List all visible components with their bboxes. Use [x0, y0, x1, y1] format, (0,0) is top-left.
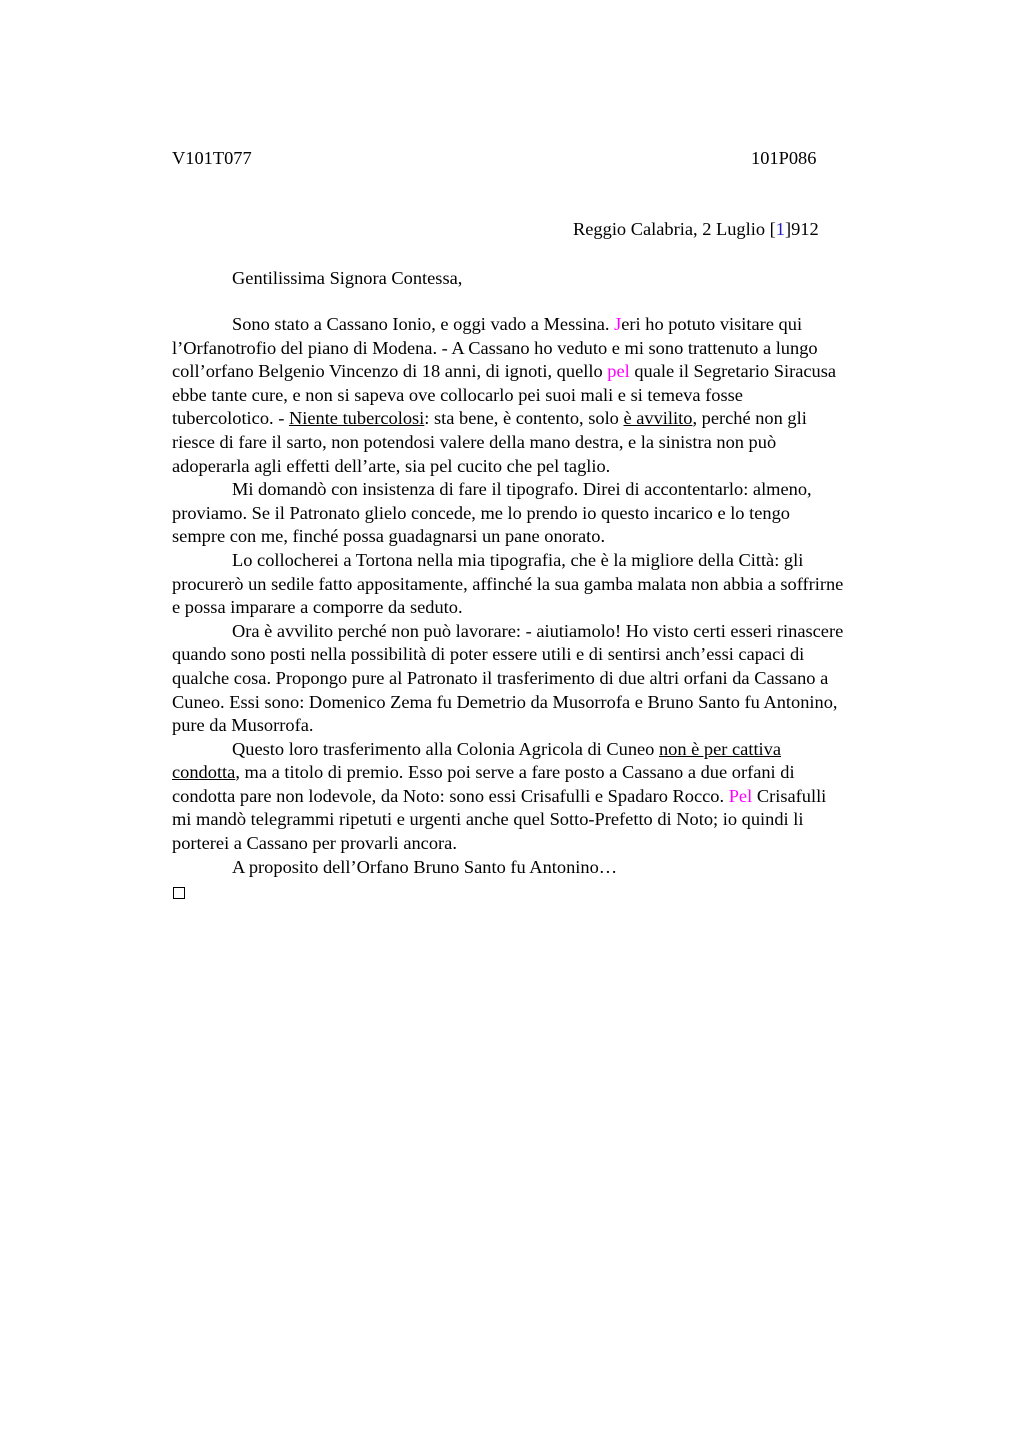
- text-line: Ora è avvilito perché non può lavorare: - aiutiamolo! Ho visto certi esseri rinascere: [232, 620, 844, 641]
- underlined-text: Niente tubercolosi: [288, 408, 425, 429]
- document-code-right: 101P086: [751, 148, 817, 168]
- text-line: Questo loro trasferimento alla Colonia Agricola di Cuneo non è per cattiva: [232, 738, 782, 759]
- highlight-magenta: Pel: [728, 785, 753, 806]
- text-line: l’Orfanotrofio del piano di Modena. - A Cassano ho veduto e mi sono trattenuto a lungo: [172, 337, 818, 358]
- text-line: tubercolotico. - Niente tubercolosi: sta bene, è contento, solo è avvilito, perché non gli: [172, 408, 807, 429]
- date-year-tail: ]912: [784, 219, 819, 239]
- highlight-magenta: pel: [607, 361, 630, 382]
- date-bracket-digit: 1: [775, 219, 785, 239]
- text-line: pure da Musorrofa.: [172, 715, 314, 736]
- text-line: condotta, ma a titolo di premio. Esso poi serve a fare posto a Cassano a due orfani di: [172, 762, 795, 783]
- document-code-left: V101T077: [172, 148, 252, 168]
- underlined-text: condotta: [172, 762, 236, 783]
- text-line: ebbe tante cure, e non si sapeva ove collocarlo pei suoi mali e si temeva fosse: [172, 384, 743, 405]
- text-line: qualche cosa. Propongo pure al Patronato il trasferimento di due altri orfani da Cassano a: [172, 667, 829, 688]
- text-line: mi mandò telegrammi ripetuti e urgenti anche quel Sotto-Prefetto di Noto; io quindi li: [172, 809, 804, 830]
- underlined-text: è avvilito: [623, 408, 693, 429]
- letter-date: [573, 217, 819, 241]
- text-line: Cuneo. Essi sono: Domenico Zema fu Demetrio da Musorrofa e Bruno Santo fu Antonino,: [172, 691, 838, 712]
- text-line: quando sono posti nella possibilità di poter essere utili e di sentirsi anch’essi capaci di: [172, 644, 805, 665]
- text-line: condotta pare non lodevole, da Noto: sono essi Crisafulli e Spadaro Rocco. Pel Crisafulli: [172, 785, 827, 806]
- text-line: Lo collocherei a Tortona nella mia tipografia, che è la migliore della Città: gli: [232, 549, 804, 570]
- text-line: A proposito dell’Orfano Bruno Santo fu Antonino…: [232, 856, 618, 877]
- square-box-icon: [173, 887, 185, 899]
- letter-body: [172, 313, 928, 879]
- text-line: sempre con me, finché possa guadagnarsi un pane onorato.: [172, 526, 606, 547]
- text-line: Mi domandò con insistenza di fare il tipografo. Direi di accontentarlo: almeno,: [232, 479, 812, 500]
- text-line: procurerò un sedile fatto appositamente, affinché la sua gamba malata non abbia a soffrirne: [172, 573, 844, 594]
- date-place: Reggio Calabria, 2 Luglio [: [573, 219, 776, 239]
- underlined-text: non è per cattiva: [658, 738, 782, 759]
- text-line: coll’orfano Belgenio Vincenzo di 18 anni, di ignoti, quello pel quale il Segretario Siracusa: [172, 361, 837, 382]
- salutation: Gentilissima Signora Contessa,: [232, 268, 463, 288]
- text-line: Sono stato a Cassano Ionio, e oggi vado a Messina. Jeri ho potuto visitare qui: [232, 314, 803, 334]
- text-line: riesce di fare il sarto, non potendosi valere della mano destra, e la sinistra non può: [172, 431, 777, 452]
- text-line: adoperarla agli effetti dell’arte, sia pel cucito che pel taglio.: [172, 455, 611, 476]
- highlight-magenta: J: [614, 314, 622, 334]
- text-line: porterei a Cassano per provarli ancora.: [172, 833, 457, 854]
- text-line: proviamo. Se il Patronato glielo concede, me lo prendo io questo incarico e lo tengo: [172, 502, 790, 523]
- text-line: e possa imparare a comporre da seduto.: [172, 597, 463, 618]
